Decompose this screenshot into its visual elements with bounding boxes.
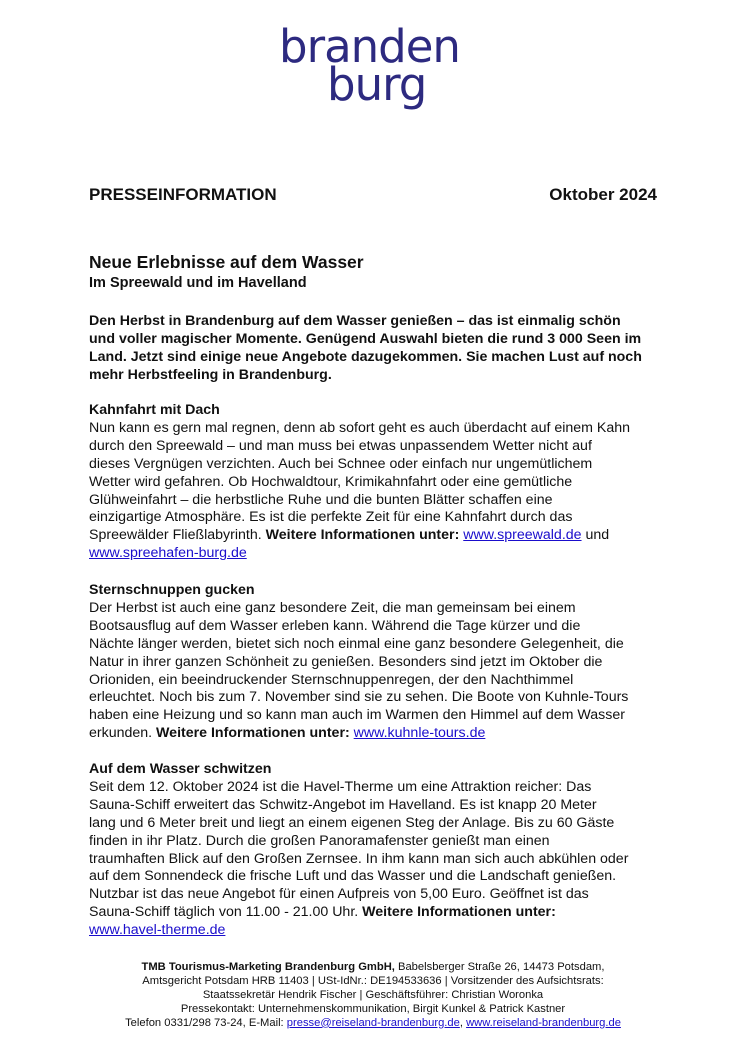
text-line (89, 509, 669, 527)
document-header (89, 185, 657, 205)
text: einzigartige Atmosphäre. Es ist die perfekte Zeit für eine Kahnfahrt durch das (89, 509, 573, 526)
text: , (459, 1016, 467, 1029)
brandenburg-logo (0, 0, 746, 110)
text-line (89, 725, 669, 743)
text: Der Herbst ist auch eine ganz besondere Zeit, die man gemeinsam bei einem (89, 599, 576, 616)
text: lang und 6 Meter breit und liegt an einem eigenen Steg der Anlage. Bis zu 60 Gäste (89, 814, 615, 831)
text: durch den Spreewald – und man muss bei etwas unpassendem Wetter nicht auf (89, 437, 592, 454)
text-line (89, 474, 669, 492)
text: erleuchtet. Noch bis zum 7. November sind sie zu sehen. Die Boote von Kuhnle-Tours (89, 689, 629, 706)
link[interactable]: www.kuhnle-tours.de (353, 725, 486, 742)
text-line (89, 922, 669, 940)
text: traumhaften Blick auf den Großen Zernsee. In ihm kann man sich auch abkühlen oder (89, 850, 629, 867)
document-date: Oktober 2024 (549, 185, 657, 204)
section-heading: Sternschnuppen gucken (89, 582, 255, 598)
text: haben eine Heizung und so kann man auch im Warmen den Himmel auf dem Wasser (89, 707, 625, 724)
text: Wetter wird gefahren. Ob Hochwaldtour, Krimikahnfahrt oder eine gemütliche (89, 473, 573, 490)
text-line (89, 492, 669, 510)
text-line (89, 600, 669, 618)
document-type: PRESSEINFORMATION (89, 185, 277, 204)
text-line (89, 618, 669, 636)
text-line (89, 438, 669, 456)
bold-text: TMB Tourismus-Marketing Brandenburg GmbH, (141, 961, 395, 973)
text-line (89, 527, 669, 545)
text: Seit dem 12. Oktober 2024 ist die Havel-Therme um eine Attraktion reicher: Das (89, 778, 592, 795)
text: Amtsgericht Potsdam HRB 11403 | USt-IdNr.: DE194533636 | Vorsitzender des Aufsichtsrats: (142, 974, 604, 987)
text-line (89, 851, 669, 869)
text-line (89, 689, 669, 707)
text-line (89, 707, 669, 725)
text: Nun kann es gern mal regnen, denn ab sofort geht es auch überdacht auf einem Kahn (89, 419, 631, 436)
logo-line-2: burg (327, 58, 427, 111)
text-line (89, 420, 669, 438)
text-line (89, 815, 669, 833)
text-line (89, 456, 669, 474)
footer-imprint (0, 961, 746, 1031)
text: Telefon 0331/298 73-24, E-Mail: (125, 1016, 287, 1029)
text-line (89, 545, 669, 563)
text: Nutzbar ist das neue Angebot für einen Aufpreis von 5,00 Euro. Geöffnet ist das (89, 886, 589, 903)
text: und (581, 527, 610, 544)
text-line (89, 868, 669, 886)
text: Babelsberger Straße 26, 14473 Potsdam, (394, 961, 605, 973)
text: Sauna-Schiff täglich von 11.00 - 21.00 Uhr. (89, 904, 363, 921)
section-heading: Auf dem Wasser schwitzen (89, 761, 272, 777)
page-title: Neue Erlebnisse auf dem Wasser (89, 252, 364, 272)
text-line (89, 636, 669, 654)
text-line (89, 779, 669, 797)
link[interactable]: presse@reiseland-brandenburg.de (286, 1016, 460, 1029)
text-line (0, 989, 746, 1003)
bold-text: Weitere Informationen unter: (156, 725, 350, 742)
text-line (0, 975, 746, 989)
link[interactable]: www.spreewald.de (463, 527, 582, 544)
section-heading: Kahnfahrt mit Dach (89, 402, 220, 418)
text-line: mehr Herbstfeeling in Brandenburg. (89, 366, 332, 383)
text: auf dem Sonnendeck die frische Luft und das Wasser und die Landschaft genießen. (89, 868, 617, 885)
text-line: und voller magischer Momente. Genügend Auswahl bieten die rund 3 000 Seen im (89, 330, 642, 347)
section-sternschnuppen (89, 582, 669, 743)
text-line (89, 797, 669, 815)
bold-text: Weitere Informationen unter: (362, 904, 556, 921)
link[interactable]: www.spreehafen-burg.de (89, 545, 247, 562)
text: Pressekontakt: Unternehmenskommunikation, Birgit Kunkel & Patrick Kastner (180, 1002, 566, 1015)
text-line (89, 904, 669, 922)
text-line (0, 1003, 746, 1017)
text: Spreewälder Fließlabyrinth. (89, 527, 266, 544)
text: finden in ihr Platz. Durch die großen Panoramafenster genießt man einen (89, 832, 550, 849)
logo-line-1: branden (279, 20, 460, 73)
text: Staatssekretär Hendrik Fischer | Geschäftsführer: Christian Woronka (202, 988, 544, 1001)
text-line (89, 886, 669, 904)
text: Natur in ihrer ganzen Schönheit zu genießen. Besonders sind jetzt im Oktober die (89, 653, 603, 670)
page-subtitle: Im Spreewald und im Havelland (89, 275, 307, 291)
text: Orioniden, ein beeindruckender Sternschnuppenregen, der den Nachthimmel (89, 671, 574, 688)
bold-text: Weitere Informationen unter: (265, 527, 460, 544)
text-line (89, 833, 669, 851)
text-line (0, 1017, 746, 1031)
intro-paragraph (89, 313, 669, 385)
text: Sauna-Schiff erweitert das Schwitz-Angebot im Havelland. Es ist knapp 20 Meter (89, 796, 597, 813)
text: Glühweinfahrt – die herbstliche Ruhe und die bunten Blätter schaffen eine (89, 491, 553, 508)
text-line: Land. Jetzt sind einige neue Angebote dazugekommen. Sie machen Lust auf noch (89, 348, 642, 365)
text-line: Den Herbst in Brandenburg auf dem Wasser genießen – das ist einmalig schön (89, 313, 621, 329)
text: Bootsausflug auf dem Wasser erleben kann. Während die Tage kürzer und die (89, 617, 581, 634)
text-line (89, 654, 669, 672)
section-kahnfahrt (89, 402, 669, 563)
text: Nächte länger werden, bietet sich noch einmal eine ganz besondere Gelegenheit, die (89, 635, 624, 652)
text: erkunden. (89, 725, 157, 742)
text-line (0, 961, 746, 975)
section-sauna-schiff (89, 761, 669, 940)
link[interactable]: www.havel-therme.de (89, 922, 226, 939)
text: dieses Vergnügen verzichten. Auch bei Schnee oder einfach nur ungemütlichem (89, 455, 593, 472)
text-line (89, 672, 669, 690)
link[interactable]: www.reiseland-brandenburg.de (466, 1016, 621, 1029)
